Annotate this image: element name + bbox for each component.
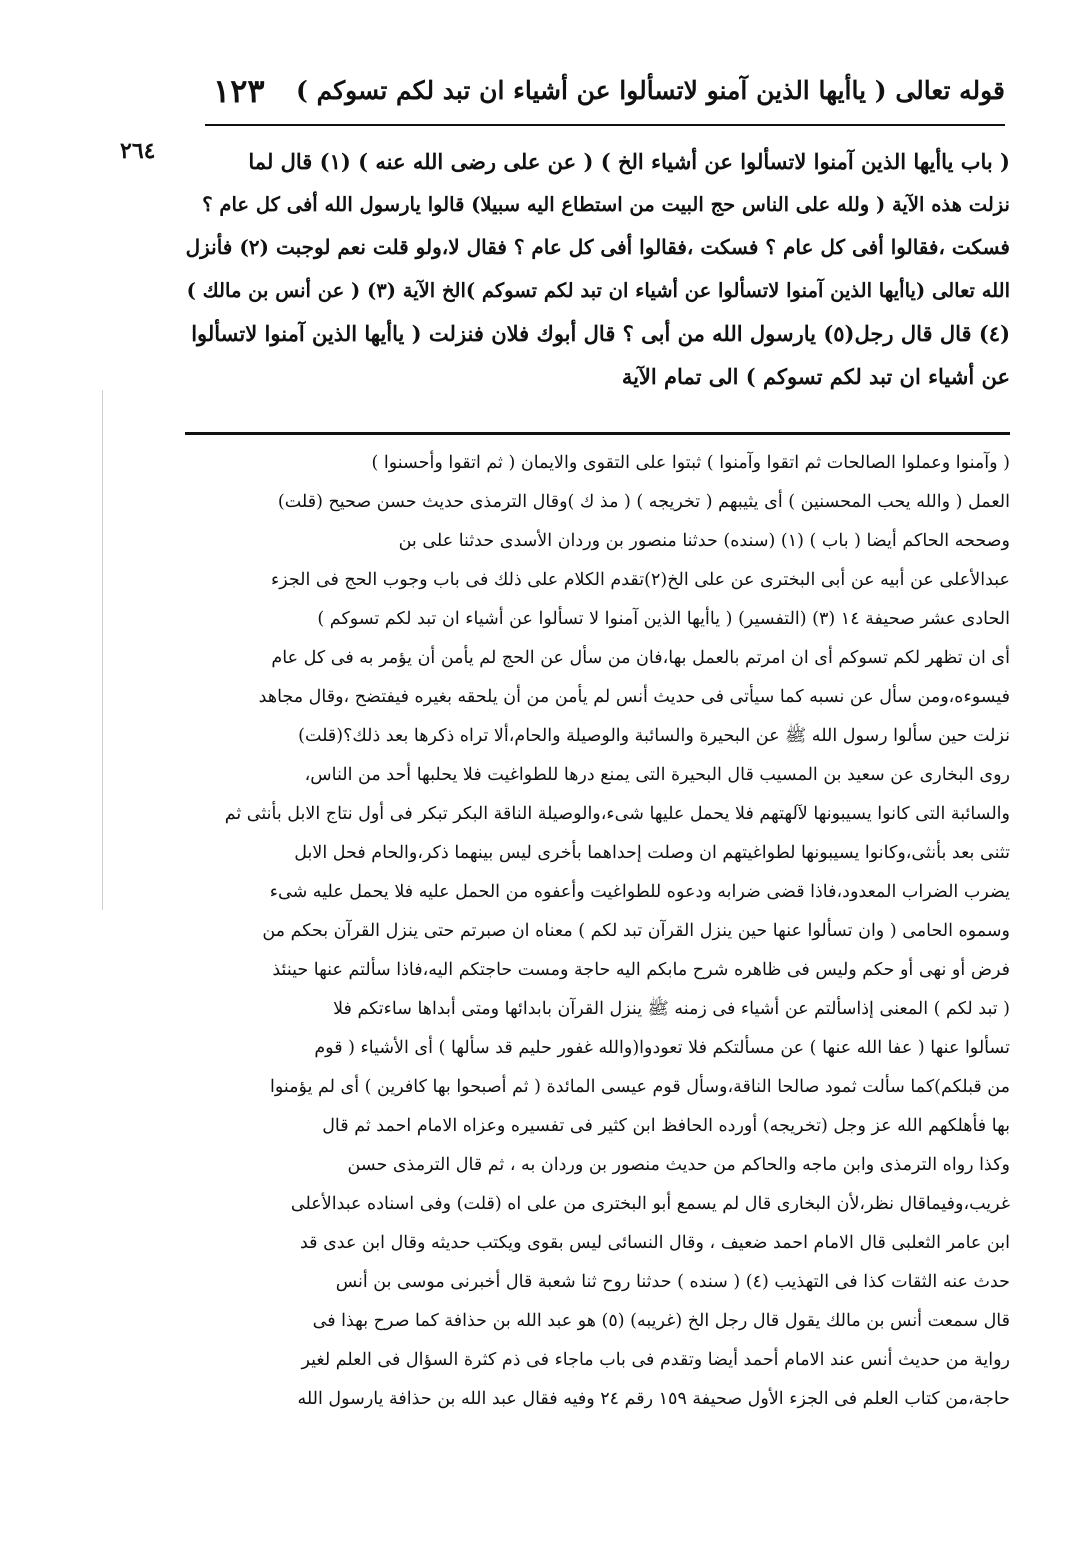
text-line: العمل ( والله يحب المحسنين ) أى يثيبهم ( تخريجه ) ( مذ ك )وقال الترمذى حديث حسن صحيح (قلت) xyxy=(277,492,1010,512)
text-line: ( باب ياأيها الذين آمنوا لاتسألوا عن أشياء الخ ) ( عن على رضى الله عنه ) (١) قال لما xyxy=(248,149,1010,174)
text-line: عن أشياء ان تبد لكم تسوكم ) الى تمام الآية xyxy=(621,364,1010,389)
text-line: الله تعالى (ياأيها الذين آمنوا لاتسألوا عن أشياء ان تبد لكم تسوكم )الخ الآية (٣) ( عن أنس بن مالك ) xyxy=(186,279,1010,302)
text-line: عبدالأعلى عن أبيه عن أبى البخترى عن على الخ(٢)تقدم الكلام على ذلك فى باب وجوب الحج فى الجزء xyxy=(270,570,1010,590)
text-line: روى البخارى عن سعيد بن المسيب قال البحيرة التى يمنع درها للطواغيت فلا يحلبها أحد من الناس، xyxy=(304,765,1010,785)
text-line: من قبلكم)كما سألت ثمود صالحا الناقة،وسأل قوم عيسى المائدة ( ثم أصبحوا بها كافرين ) أى لم يؤمنوا xyxy=(269,1077,1010,1097)
text-line: رواية من حديث أنس عند الامام أحمد أيضا وتقدم فى باب ماجاء فى ذم كثرة السؤال فى العلم لغير xyxy=(301,1350,1010,1370)
text-line: فيسوءه،ومن سأل عن نسبه كما سيأتى فى حديث أنس لم يأمن من أن يلحقه بغيره فيفتضح ،وقال مجاهد xyxy=(258,687,1010,707)
text-line: فرض أو نهى أو حكم وليس فى ظاهره شرح مابكم اليه حاجة ومست حاجتكم اليه،فاذا سألتم عنها حينئذ xyxy=(272,960,1010,980)
text-line: ابن عامر الثعلبى قال الامام احمد ضعيف ، وقال النسائى ليس بقوى ويكتب حديثه وقال ابن عدى قد xyxy=(299,1233,1010,1253)
text-line: وسموه الحامى ( وان تسألوا عنها حين ينزل القرآن تبد لكم ) معناه ان صبرتم حتى ينزل القرآن بحكم من xyxy=(262,921,1010,941)
main-text-divider xyxy=(185,432,1010,435)
text-line: ( تبد لكم ) المعنى إذاسألتم عن أشياء فى زمنه ﷺ ينزل القرآن بابدائها ومتى أبداها ساءتكم فلا xyxy=(333,999,1010,1019)
page-number: ١٢٣ xyxy=(213,72,265,110)
text-line: وصححه الحاكم أيضا ( باب ) (١) (سنده) حدثنا منصور بن وردان الأسدى حدثنا على بن xyxy=(398,531,1010,551)
text-line: تثنى بعد بأنثى،وكانوا يسيبونها لطواغيتهم ان وصلت إحداهما بأخرى ليس بينهما ذكر،والحام فحل الابل xyxy=(294,843,1010,863)
text-line: نزلت حين سألوا رسول الله ﷺ عن البحيرة والسائبة والوصيلة والحام،ألا تراه ذكرها بعد ذلك؟(قلت) xyxy=(298,726,1010,746)
text-line: (٤) قال قال رجل(٥) يارسول الله من أبى ؟ قال أبوك فلان فنزلت ( ياأيها الذين آمنوا لاتسألوا xyxy=(191,321,1010,346)
text-line: قال سمعت أنس بن مالك يقول قال رجل الخ (غريبه) (٥) هو عبد الله بن حذافة كما صرح بهذا فى xyxy=(312,1311,1010,1331)
text-line: الحادى عشر صحيفة ١٤ (٣) (التفسير) ( ياأيها الذين آمنوا لا تسألوا عن أشياء ان تبد لكم تسوكم ) xyxy=(317,609,1010,629)
header-rule xyxy=(205,124,1005,126)
hadith-number: ٢٦٤ xyxy=(120,138,156,164)
commentary-block xyxy=(180,444,1010,1419)
text-line: ( وآمنوا وعملوا الصالحات ثم اتقوا وآمنوا ) ثبتوا على التقوى والايمان ( ثم اتقوا وأحسنوا ) xyxy=(371,453,1010,473)
text-line: حاجة،من كتاب العلم فى الجزء الأول صحيفة ١٥٩ رقم ٢٤ وفيه فقال عبد الله بن حذافة يارسول الله xyxy=(297,1389,1010,1409)
text-line: فسكت ،فقالوا أفى كل عام ؟ فسكت ،فقالوا أفى كل عام ؟ فقال لا،ولو قلت نعم لوجبت (٢) فأنزل xyxy=(185,235,1010,259)
page-header xyxy=(205,70,1005,122)
text-line: نزلت هذه الآية ( ولله على الناس حج البيت من استطاع اليه سبيلا) قالوا يارسول الله أفى كل عام ؟ xyxy=(202,193,1010,216)
text-line: بها فأهلكهم الله عز وجل (تخريجه) أورده الحافظ ابن كثير فى تفسيره وعزاه الامام احمد ثم قال xyxy=(322,1116,1010,1136)
text-line: والسائبة التى كانوا يسيبونها لآلهتهم فلا يحمل عليها شىء،والوصيلة الناقة البكر تبكر فى أول نتاج الابل بأنثى ثم xyxy=(224,804,1010,824)
text-line: وكذا رواه الترمذى وابن ماجه والحاكم من حديث منصور بن وردان به ، ثم قال الترمذى حسن xyxy=(347,1155,1010,1175)
scan-margin-line xyxy=(102,390,103,910)
text-line: غريب،وفيماقال نظر،لأن البخارى قال لم يسمع أبو البخترى من على اه (قلت) وفى اسناده عبدالأعلى xyxy=(290,1194,1010,1214)
main-text-block xyxy=(185,140,1010,398)
text-line: تسألوا عنها ( عفا الله عنها ) عن مسألتكم فلا تعودوا(والله غفور حليم قد سألها ) أى الأشياء ( قوم xyxy=(314,1038,1010,1058)
text-line: يضرب الضراب المعدود،فاذا قضى ضرابه ودعوه للطواغيت وأعفوه من الحمل عليه فلا يحمل عليه شىء xyxy=(269,882,1010,902)
text-line: حدث عنه الثقات كذا فى التهذيب (٤) ( سنده ) حدثنا روح ثنا شعبة قال أخبرنى موسى بن أنس xyxy=(335,1272,1010,1292)
running-title: قوله تعالى ( ياأيها الذين آمنو لاتسألوا عن أشياء ان تبد لكم تسوكم ) xyxy=(296,76,1005,105)
text-line: أى ان تظهر لكم تسوكم أى ان امرتم بالعمل بها،فان من سأل عن الحج لم يأمن أن يؤمر به فى كل عام xyxy=(271,648,1010,668)
